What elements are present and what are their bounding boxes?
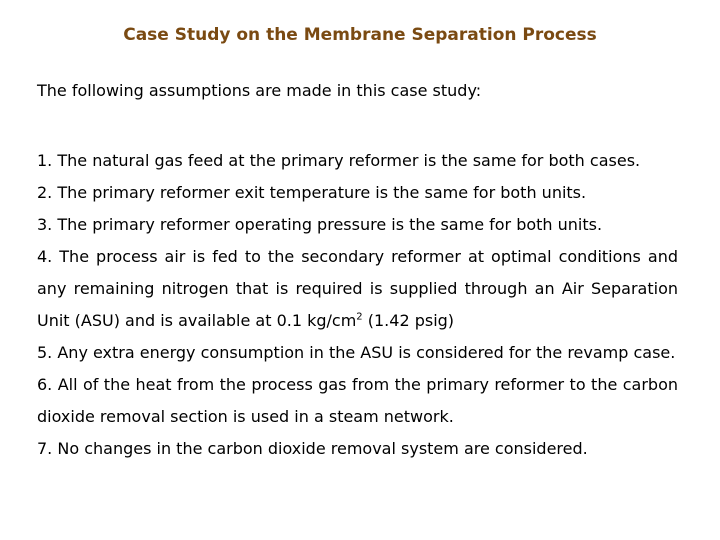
- assumption-item-4-text: 4. The process air is fed to the secondary reformer at optimal conditions and any remaining nitrogen that is required is supplied through an Air Separation Unit (ASU) and is available at 0.1 kg/cm: [37, 247, 678, 330]
- assumption-item-4-tail: (1.42 psig): [362, 311, 455, 330]
- assumption-item-7: 7. No changes in the carbon dioxide removal system are considered.: [37, 439, 588, 458]
- intro-text: The following assumptions are made in this case study:: [37, 81, 482, 100]
- assumption-item-4: [37, 241, 678, 337]
- assumption-item-2: 2. The primary reformer exit temperature is the same for both units.: [37, 183, 587, 202]
- assumption-item-6: 6. All of the heat from the process gas from the primary reformer to the carbon dioxide removal section is used in a steam network.: [37, 375, 678, 426]
- assumption-item-5: 5. Any extra energy consumption in the ASU is considered for the revamp case.: [37, 343, 676, 362]
- assumption-list: [37, 145, 678, 465]
- slide-title: Case Study on the Membrane Separation Process: [123, 25, 597, 45]
- assumption-item-3: 3. The primary reformer operating pressure is the same for both units.: [37, 215, 603, 234]
- superscript-exponent: 2: [356, 311, 363, 323]
- assumption-item-1: 1. The natural gas feed at the primary reformer is the same for both cases.: [37, 151, 641, 170]
